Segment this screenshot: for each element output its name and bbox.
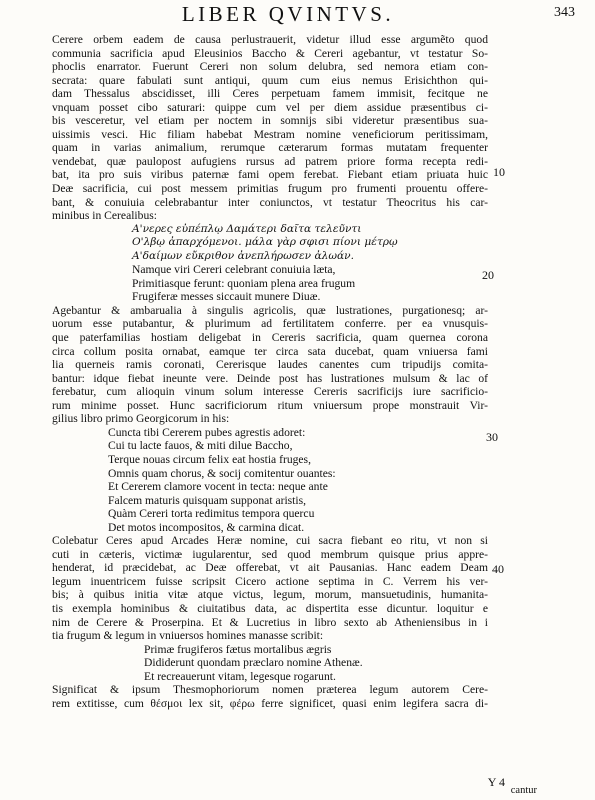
text-line: lia querneis ramis coronati, Cererisque laudes canentes cum tripudijs comita- <box>52 358 488 372</box>
text-line: Deæ sacrificia, cui post messem primitias frugum pro frumenti prouentu offere- <box>52 182 488 196</box>
catchword: cantur <box>510 785 537 796</box>
text-line: circa collum posita ornabat, eamque ter circa sata ducebat, quam vniuersa fami <box>52 344 488 358</box>
text-line: Det motos incompositos, & carmina dicat. <box>108 520 305 534</box>
text-line: Colebatur Ceres apud Arcades Heræ nomine, cui sacra fiebant eo ritu, vt non si <box>52 534 488 548</box>
text-line: Et Cererem clamore vocent in tecta: neque ante <box>108 480 328 494</box>
page-header <box>0 2 595 28</box>
text-line: Frugiferæ messes siccauit munere Diuæ. <box>132 290 321 304</box>
text-line: bat, ita pro suis viribus paternæ fami opem ferebat. Fiebant etiam priuata huic <box>52 168 488 182</box>
running-title: LIBER QVINTVS. <box>181 2 395 26</box>
text-line: henderat, id præcidebat, ac Deæ offerebat, vt ait Pausanias. Hanc eadem Deam <box>52 561 488 575</box>
text-line: Primæ frugiferos fætus mortalibus ægris <box>144 642 332 656</box>
text-line: Terque nouas circum felix eat hostia fruges, <box>108 452 311 466</box>
text-line: Ο'λβῳ ἀπαρχόμενοι. μάλα γὰρ σφισι πίονι μέτρῳ <box>132 236 398 249</box>
text-line: que paterfamilias hostiam deligebat in Cereris sacrificia, quam quernea corona <box>52 331 488 345</box>
text-line: bant, & conuiuia celebrabantur inter coniunctos, vt testatur Theocritus his car- <box>52 195 488 209</box>
text-line: nim de Cerere & Proserpina. Et & Lucretius in libro sexto ab Atheniensibus in i <box>52 615 488 629</box>
text-line: secrata: quare fabulati sunt antiqui, quum cum eius nemus Erisichthon qui- <box>52 73 488 87</box>
signature-mark: Y 4 <box>487 775 505 789</box>
text-line: bis vesceretur, vel etiam per noctem in somnijs sibi videretur præsentibus sua- <box>52 114 488 128</box>
text-line: vendebat, quæ paulopost aufugiens rursus ad patrem priore forma recepta redi- <box>52 154 488 168</box>
text-line: Namque viri Cereri celebrant conuiuia læta, <box>132 263 336 277</box>
text-line: quam in varias animalium, rerumque cæterarum formas mutatam frequenter <box>52 141 488 155</box>
text-line: dam Thessalus abscidisset, illi Ceres perpetuam famem immisit, fecitque ne <box>52 87 488 101</box>
text-line: vnquam posset cibo saturari: quippe cum vel per diem assidue præsentibus ci- <box>52 100 488 114</box>
text-line: Quàm Cereri torta redimitus tempora quercu <box>108 507 315 521</box>
text-line: rum minime posset. Hunc sacrificiorum ritum vniuersum prope monstrauit Vir- <box>52 398 488 412</box>
text-line: phoclis enarrator. Fuerunt Cereri non solum delubra, sed nemora etiam con- <box>52 60 488 74</box>
text-line: Cerere orbem eadem de causa perlustrauerit, videtur illud esse argumẽto quod <box>52 33 488 46</box>
text-line: rem extitisse, cum θέσμοι lex sit, φέρω ferre significet, quasi enim legifera sacra di- <box>52 696 488 710</box>
text-line: legum inuentricem fuisse scripsit Cicero actione septima in C. Verrem his ver- <box>52 574 488 588</box>
margin-line-number: 20 <box>482 268 494 282</box>
text-line: Omnis quam chorus, & socij comitentur ouantes: <box>108 466 336 480</box>
text-line: Α'νερες εὐπέπλῳ Δαμάτερι δαῖτα τελεῦντι <box>132 222 362 235</box>
text-line: bis; à quibus initia vitæ atque victus, legum, morum, mansuetudinis, humanita- <box>52 588 488 602</box>
text-line: ferebatur, cum alioquin vinum solum interesse Cereris sacrificijs iure sacrificio- <box>52 385 488 399</box>
text-line: Primitiasque ferunt: quoniam plena area frugum <box>132 276 356 290</box>
text-line: uorum esse putabantur, & plurimum ad fertilitatem conferre. per ea vnusquis- <box>52 317 488 331</box>
text-line: Agebantur & ambarualia à singulis agricolis, quæ lustrationes, purgationesq; ar- <box>52 303 488 317</box>
text-line: bantur: idque fiebat ineunte vere. Deinde post has lustrationes mulsum & lac of <box>52 371 488 385</box>
margin-line-number: 10 <box>493 165 505 179</box>
text-line: uissimis vesci. Hic filiam habebat Mestram nomine veneficiorum peritissimam, <box>52 127 488 141</box>
text-line: Dididerunt quondam præclaro nomine Athenæ. <box>144 656 363 670</box>
text-line: Falcem maturis quisquam supponat aristis, <box>108 493 307 507</box>
text-line: Et recreauerunt vitam, legesque rogarunt. <box>144 669 336 683</box>
text-line: Significat & ipsum Thesmophoriorum nomen præterea legum autorem Cere- <box>52 683 488 697</box>
text-line: cuti in cæteris, victimæ iugularentur, sed quod membrum quisque prius appre- <box>52 547 488 561</box>
text-line: Α'δαίμων εὔκριθον ἀνεπλήρωσεν ἀλωάν. <box>132 249 354 262</box>
margin-line-number: 30 <box>486 430 498 444</box>
margin-line-number: 40 <box>492 562 504 576</box>
text-line: communia sacrificia apud Eleusinios Baccho & Cereri agebantur, vt testatur So- <box>52 46 488 60</box>
text-line: gilius libro primo Georgicorum in his: <box>52 412 230 426</box>
text-line: Cuncta tibi Cererem pubes agrestis adoret: <box>108 425 306 439</box>
page-number: 343 <box>554 5 575 20</box>
text-line: minibus in Cerealibus: <box>52 209 157 223</box>
text-line: tia frugum & legum in vniuersos homines manasse scribit: <box>52 629 324 643</box>
body-text <box>52 33 488 710</box>
text-line: Cui tu lacte fauos, & miti dilue Baccho, <box>108 439 293 453</box>
text-line: tis exempla hominibus & ciuitatibus data, ac dispertita esse dicuntur. loquitur e <box>52 601 488 615</box>
